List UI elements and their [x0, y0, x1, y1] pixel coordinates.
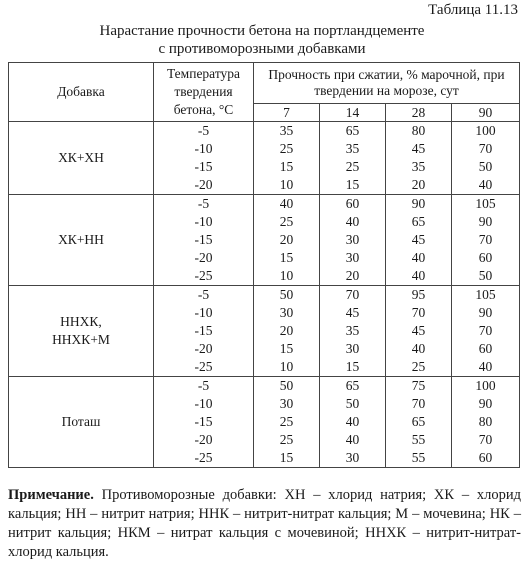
temp-value: -20	[194, 177, 213, 192]
additive-name-line: ННХК+М	[52, 332, 110, 347]
strength-value: 25	[411, 359, 426, 374]
strength-value: 60	[478, 250, 493, 265]
strength-value: 15	[345, 177, 360, 192]
strength-value: 105	[475, 196, 496, 211]
strength-7-cell	[254, 286, 320, 377]
temp-value: -5	[197, 378, 210, 393]
header-day-7: 7	[254, 104, 320, 122]
strength-28-cell	[386, 286, 452, 377]
strength-value: 20	[345, 268, 360, 283]
strength-value: 55	[411, 432, 426, 447]
strength-value: 30	[345, 450, 360, 465]
strength-value: 20	[279, 323, 294, 338]
strength-value: 70	[411, 305, 426, 320]
strength-value: 40	[478, 177, 493, 192]
strength-value: 65	[411, 214, 426, 229]
strength-90-cell	[452, 286, 520, 377]
strength-value: 35	[279, 123, 294, 138]
temp-value: -20	[194, 341, 213, 356]
header-strength: Прочность при сжатии, % марочной, при твердении на морозе, сут	[254, 63, 520, 104]
header-temperature-line: твердения	[174, 84, 233, 99]
strength-value: 55	[411, 450, 426, 465]
strength-value: 50	[279, 378, 294, 393]
strength-value: 65	[411, 414, 426, 429]
strength-value: 15	[279, 341, 294, 356]
strength-14-cell	[320, 286, 386, 377]
temp-value: -25	[194, 359, 213, 374]
strength-value: 10	[279, 177, 294, 192]
strength-value: 70	[478, 432, 493, 447]
temp-value: -25	[194, 450, 213, 465]
strength-28-cell	[386, 122, 452, 195]
strength-value: 35	[345, 141, 360, 156]
additive-name	[9, 286, 154, 377]
additive-name	[9, 195, 154, 286]
strength-value: 40	[279, 196, 294, 211]
header-temperature-line: Температура	[166, 66, 241, 81]
strength-value: 30	[345, 232, 360, 247]
strength-value: 100	[475, 123, 496, 138]
header-day-90: 90	[452, 104, 520, 122]
strength-90-cell	[452, 122, 520, 195]
strength-value: 20	[279, 232, 294, 247]
temp-value: -15	[194, 159, 213, 174]
temp-value: -10	[194, 396, 213, 411]
table-title-line-2: с противоморозными добавками	[158, 41, 366, 57]
strength-value: 60	[345, 196, 360, 211]
temperature-cell	[154, 122, 254, 195]
strength-value: 40	[345, 432, 360, 447]
strength-value: 50	[478, 268, 493, 283]
strength-7-cell	[254, 122, 320, 195]
strength-value: 90	[478, 305, 493, 320]
strength-value: 40	[345, 214, 360, 229]
strength-90-cell	[452, 377, 520, 468]
additive-name	[9, 122, 154, 195]
strength-value: 10	[279, 268, 294, 283]
temp-value: -5	[197, 123, 210, 138]
strength-value: 25	[279, 414, 294, 429]
strength-value: 100	[475, 378, 496, 393]
temp-value: -10	[194, 305, 213, 320]
footnote-label: Примечание.	[8, 487, 94, 503]
table-title-line-1: Нарастание прочности бетона на портландцементе	[99, 23, 425, 39]
header-additive: Добавка	[9, 63, 154, 122]
strength-value: 45	[411, 141, 426, 156]
strength-value: 50	[279, 287, 294, 302]
footnote-text: Противоморозные добавки: ХН – хлорид натрия; ХК – хлорид кальция; НН – нитрит натрия; ННК – нитрит-нитрат кальция; М – мочевина; НК – нитрит кальция; НКМ – нитрат кальция с мочевиной; ННХК – нитрит-нитрат-хлорид кальция.	[8, 487, 521, 560]
strength-value: 45	[345, 305, 360, 320]
strength-value: 40	[345, 414, 360, 429]
strength-value: 80	[411, 123, 426, 138]
strength-value: 70	[411, 396, 426, 411]
strength-value: 60	[478, 450, 493, 465]
strength-28-cell	[386, 377, 452, 468]
strength-14-cell	[320, 122, 386, 195]
temp-value: -5	[197, 287, 210, 302]
temp-value: -15	[194, 323, 213, 338]
header-temperature-line: бетона, °С	[173, 102, 234, 117]
strength-value: 70	[478, 323, 493, 338]
strength-value: 95	[411, 287, 426, 302]
strength-value: 30	[345, 341, 360, 356]
temp-value: -15	[194, 414, 213, 429]
temp-value: -10	[194, 141, 213, 156]
strength-value: 25	[279, 214, 294, 229]
strength-7-cell	[254, 377, 320, 468]
strength-value: 70	[345, 287, 360, 302]
strength-value: 50	[345, 396, 360, 411]
strength-value: 20	[411, 177, 426, 192]
strength-value: 35	[345, 323, 360, 338]
table-row	[9, 195, 520, 286]
strength-90-cell	[452, 195, 520, 286]
table-footnote	[8, 486, 521, 562]
strength-value: 75	[411, 378, 426, 393]
table-row	[9, 122, 520, 195]
strength-value: 90	[478, 396, 493, 411]
additive-name-line: Поташ	[61, 414, 101, 429]
additive-name-line: ННХК,	[60, 314, 102, 329]
strength-value: 15	[345, 359, 360, 374]
strength-value: 10	[279, 359, 294, 374]
strength-value: 15	[279, 450, 294, 465]
strength-value: 90	[411, 196, 426, 211]
strength-value: 30	[345, 250, 360, 265]
strength-value: 40	[411, 250, 426, 265]
temperature-cell	[154, 286, 254, 377]
strength-value: 30	[279, 305, 294, 320]
additive-name	[9, 377, 154, 468]
strength-value: 80	[478, 414, 493, 429]
strength-value: 45	[411, 232, 426, 247]
strength-value: 15	[279, 250, 294, 265]
temp-value: -15	[194, 232, 213, 247]
strength-table	[8, 62, 520, 468]
table-number: Таблица 11.13	[428, 2, 518, 18]
table-row	[9, 377, 520, 468]
temperature-cell	[154, 195, 254, 286]
strength-value: 50	[478, 159, 493, 174]
strength-value: 90	[478, 214, 493, 229]
strength-value: 65	[345, 123, 360, 138]
strength-7-cell	[254, 195, 320, 286]
strength-value: 35	[411, 159, 426, 174]
strength-value: 15	[279, 159, 294, 174]
header-temperature	[154, 63, 254, 122]
strength-value: 40	[411, 341, 426, 356]
temp-value: -20	[194, 432, 213, 447]
strength-value: 25	[279, 141, 294, 156]
strength-value: 40	[411, 268, 426, 283]
strength-14-cell	[320, 377, 386, 468]
strength-value: 40	[478, 359, 493, 374]
temp-value: -10	[194, 214, 213, 229]
strength-value: 45	[411, 323, 426, 338]
strength-28-cell	[386, 195, 452, 286]
strength-value: 30	[279, 396, 294, 411]
strength-value: 60	[478, 341, 493, 356]
strength-value: 70	[478, 141, 493, 156]
header-day-28: 28	[386, 104, 452, 122]
strength-value: 65	[345, 378, 360, 393]
additive-name-line: ХК+ХН	[58, 150, 104, 165]
strength-value: 25	[279, 432, 294, 447]
strength-value: 105	[475, 287, 496, 302]
table-row	[9, 286, 520, 377]
strength-14-cell	[320, 195, 386, 286]
temp-value: -25	[194, 268, 213, 283]
temperature-cell	[154, 377, 254, 468]
strength-value: 70	[478, 232, 493, 247]
additive-name-line: ХК+НН	[58, 232, 104, 247]
header-day-14: 14	[320, 104, 386, 122]
strength-value: 25	[345, 159, 360, 174]
temp-value: -5	[197, 196, 210, 211]
temp-value: -20	[194, 250, 213, 265]
